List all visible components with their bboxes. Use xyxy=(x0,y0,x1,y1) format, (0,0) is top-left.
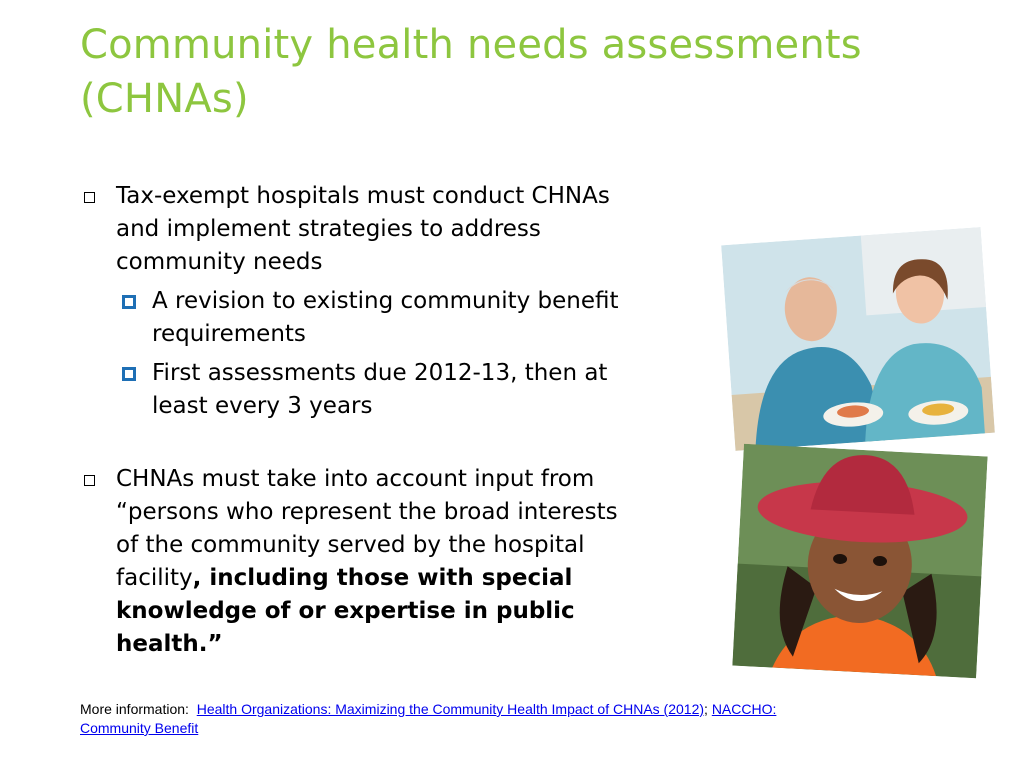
bullet-text: Tax-exempt hospitals must conduct CHNAs xyxy=(116,183,610,209)
bullet-text: “persons who represent the broad interests xyxy=(116,499,618,525)
bullet-text-bold: knowledge of or expertise in public xyxy=(116,598,575,624)
sub-bullet-text: least every 3 years xyxy=(152,393,373,419)
bullet-text-bold: health.” xyxy=(116,631,223,657)
hollow-square-bullet-icon xyxy=(84,475,95,486)
slide-title-line-1: Community health needs assessments xyxy=(80,22,862,68)
blue-square-bullet-icon xyxy=(122,367,136,381)
sub-bullet-revision xyxy=(80,285,720,351)
naccho-link-line-1: NACCHO: xyxy=(711,701,777,717)
bullet-text: facility xyxy=(116,565,193,591)
chna-report-link[interactable]: Health Organizations: Maximizing the Community Health Impact of CHNAs (2012) xyxy=(196,701,705,717)
bullet-text: and implement strategies to address xyxy=(116,216,541,242)
bullet-text: CHNAs must take into account input from xyxy=(116,466,595,492)
footer-label: More information: xyxy=(80,701,189,717)
sub-bullet-text: A revision to existing community benefit xyxy=(152,288,619,314)
bullet-community-input xyxy=(80,463,720,661)
slide-title-line-2: (CHNAs) xyxy=(80,76,249,122)
slide-title xyxy=(80,18,960,126)
footer-more-information xyxy=(80,700,960,738)
hollow-square-bullet-icon xyxy=(84,192,95,203)
sub-bullet-text: First assessments due 2012-13, then at xyxy=(152,360,608,386)
girl-in-hat-photo xyxy=(732,444,987,678)
bullet-text-bold: , including those with special xyxy=(192,565,573,591)
bullet-list xyxy=(80,180,720,661)
footer-separator: ; xyxy=(704,701,708,717)
blue-square-bullet-icon xyxy=(122,295,136,309)
bullet-hospitals xyxy=(80,180,720,279)
sub-bullet-assessments xyxy=(80,357,720,423)
elderly-couple-photo xyxy=(721,227,995,451)
bullet-text: community needs xyxy=(116,249,323,275)
girl-in-hat-illustration xyxy=(732,444,987,678)
bullet-text: of the community served by the hospital xyxy=(116,532,585,558)
bullet-text-mixed xyxy=(116,562,720,595)
sub-bullet-text: requirements xyxy=(152,321,306,347)
naccho-link-line-2: Community Benefit xyxy=(80,720,199,736)
elderly-couple-illustration xyxy=(721,227,995,451)
